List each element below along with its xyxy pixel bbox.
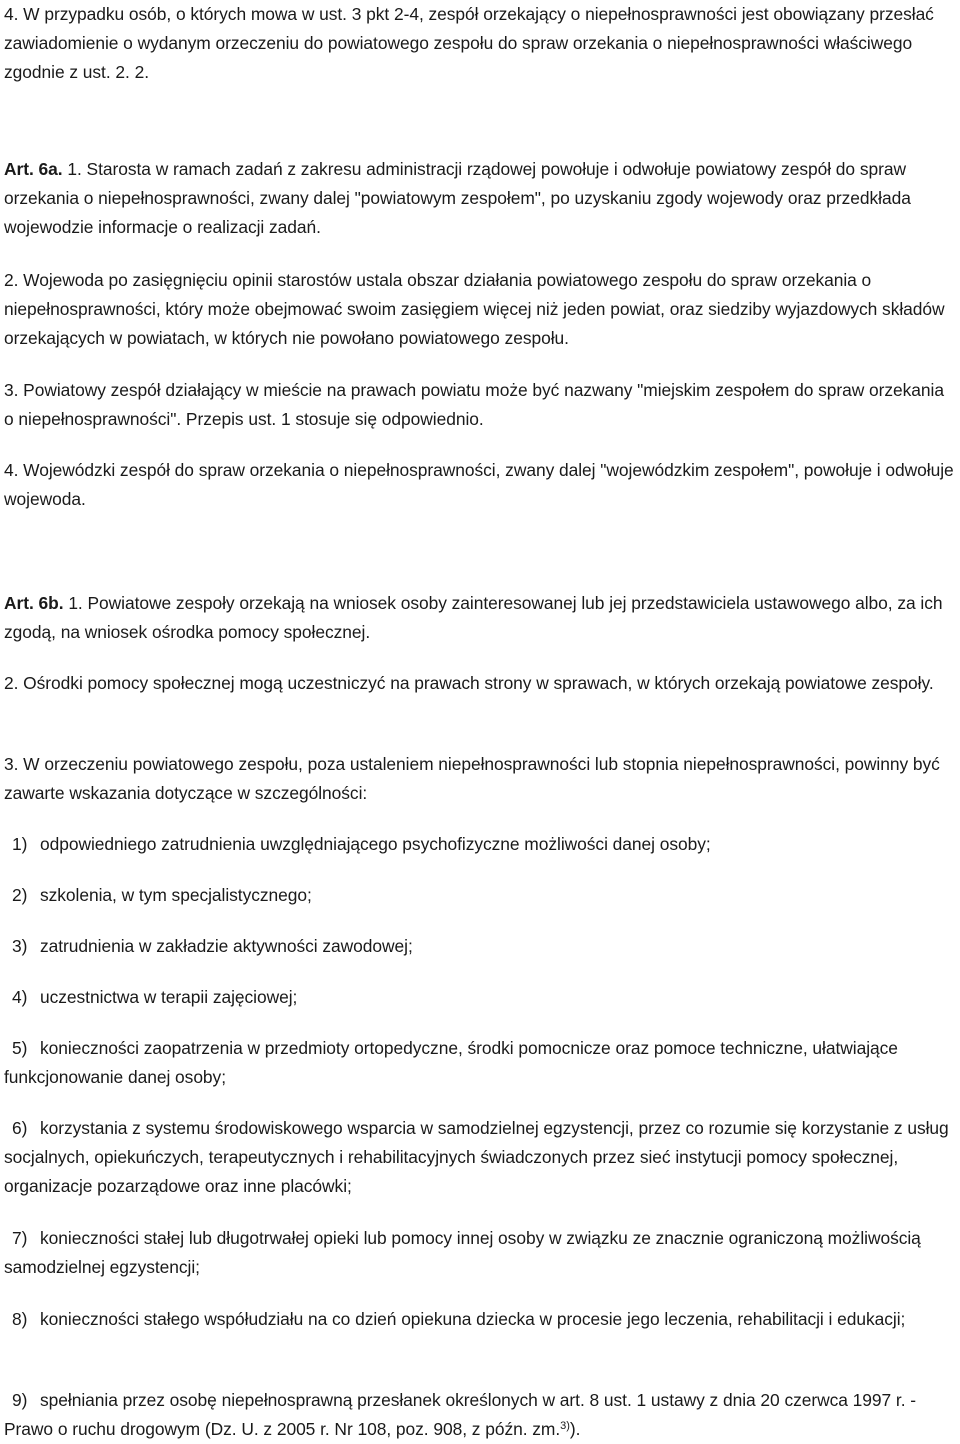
list-item-2: [4, 881, 954, 910]
list-item-number: 1): [12, 834, 28, 854]
list-item-5: [4, 1034, 954, 1092]
closing-punctuation: ).: [569, 1419, 581, 1439]
list-item-text: szkolenia, w tym specjalistycznego;: [40, 885, 312, 905]
list-item-text: odpowiedniego zatrudnienia uwzględniającego psychofizyczne możliwości danej osoby;: [40, 834, 711, 854]
list-item-number: 3): [12, 936, 28, 956]
article-heading-6a: Art. 6a.: [4, 159, 63, 179]
paragraph-text: 2. Wojewoda po zasięgnięciu opinii starostów ustala obszar działania powiatowego zespołu do spraw orzekania o niepełnosprawności, który może obejmować swoim zasięgiem więcej niż jeden powiat, oraz siedziby wyjazdowych składów orzekających w powiatach, w których nie powołano powiatowego zespołu.: [4, 270, 945, 348]
list-item-number: 4): [12, 987, 28, 1007]
list-item-8: [4, 1305, 954, 1334]
paragraph-text: 4. Wojewódzki zespół do spraw orzekania o niepełnosprawności, zwany dalej "wojewódzkim zespołem", powołuje i odwołuje wojewoda.: [4, 460, 954, 509]
list-item-text: korzystania z systemu środowiskowego wsparcia w samodzielnej egzystencji, przez co rozumie się korzystanie z usług socjalnych, opiekuńczych, terapeutycznych i rehabilitacyjnych świadczonych przez sieć instytucji pomocy społecznej, organizacje pozarządowe oraz inne placówki;: [4, 1118, 949, 1196]
art-6b-paragraph-2: [4, 669, 954, 698]
paragraph-text: 1. Powiatowe zespoły orzekają na wniosek osoby zainteresowanej lub jej przedstawiciela ustawowego albo, za ich zgodą, na wniosek ośrodka pomocy społecznej.: [4, 593, 943, 642]
list-item-number: 6): [12, 1118, 28, 1138]
paragraph-intro-4: [4, 0, 954, 87]
art-6a-paragraph-2: [4, 266, 954, 353]
list-item-3: [4, 932, 954, 961]
list-item-text: spełniania przez osobę niepełnosprawną przesłanek określonych w art. 8 ust. 1 ustawy z dnia 20 czerwca 1997 r. - Prawo o ruchu drogowym (Dz. U. z 2005 r. Nr 108, poz. 908, z późn. zm.: [4, 1390, 917, 1439]
list-item-7: [4, 1224, 954, 1282]
list-item-text: konieczności stałej lub długotrwałej opieki lub pomocy innej osoby w związku ze znacznie ograniczoną możliwością samodzielnej egzystencji;: [4, 1228, 921, 1277]
list-item-text: uczestnictwa w terapii zajęciowej;: [40, 987, 298, 1007]
list-item-text: zatrudnienia w zakładzie aktywności zawodowej;: [40, 936, 413, 956]
paragraph-text: 4. W przypadku osób, o których mowa w ust. 3 pkt 2-4, zespół orzekający o niepełnosprawności jest obowiązany przesłać zawiadomienie o wydanym orzeczeniu do powiatowego zespołu do spraw orzekania o niepełnosprawności właściwego zgodnie z ust. 2. 2.: [4, 4, 934, 82]
art-6b-paragraph-1: [4, 589, 954, 647]
paragraph-text: 1. Starosta w ramach zadań z zakresu administracji rządowej powołuje i odwołuje powiatowy zespół do spraw orzekania o niepełnosprawności, zwany dalej "powiatowym zespołem", po uzyskaniu zgody wojewody oraz przedkłada wojewodzie informacje o realizacji zadań.: [4, 159, 911, 237]
art-6a-paragraph-4: [4, 456, 954, 514]
art-6b-paragraph-3: [4, 750, 954, 808]
list-item-6: [4, 1114, 954, 1201]
list-item-9: [4, 1386, 954, 1444]
list-item-1: [4, 830, 954, 859]
article-heading-6b: Art. 6b.: [4, 593, 64, 613]
list-item-number: 7): [12, 1228, 28, 1248]
footnote-reference[interactable]: 3): [560, 1420, 570, 1432]
paragraph-text: 2. Ośrodki pomocy społecznej mogą uczestniczyć na prawach strony w sprawach, w których orzekają powiatowe zespoły.: [4, 673, 934, 693]
list-item-number: 2): [12, 885, 28, 905]
paragraph-text: 3. Powiatowy zespół działający w mieście na prawach powiatu może być nazwany "miejskim zespołem do spraw orzekania o niepełnosprawności". Przepis ust. 1 stosuje się odpowiednio.: [4, 380, 944, 429]
list-item-4: [4, 983, 954, 1012]
list-item-number: 5): [12, 1038, 28, 1058]
list-item-text: konieczności stałego współudziału na co dzień opiekuna dziecka w procesie jego leczenia, rehabilitacji i edukacji;: [40, 1309, 906, 1329]
list-item-number: 8): [12, 1309, 28, 1329]
list-item-text: konieczności zaopatrzenia w przedmioty ortopedyczne, środki pomocnicze oraz pomoce techniczne, ułatwiające funkcjonowanie danej osoby;: [4, 1038, 898, 1087]
art-6a-paragraph-3: [4, 376, 954, 434]
paragraph-text: 3. W orzeczeniu powiatowego zespołu, poza ustaleniem niepełnosprawności lub stopnia niepełnosprawności, powinny być zawarte wskazania dotyczące w szczególności:: [4, 754, 940, 803]
art-6a-paragraph-1: [4, 155, 954, 242]
list-item-number: 9): [12, 1390, 28, 1410]
